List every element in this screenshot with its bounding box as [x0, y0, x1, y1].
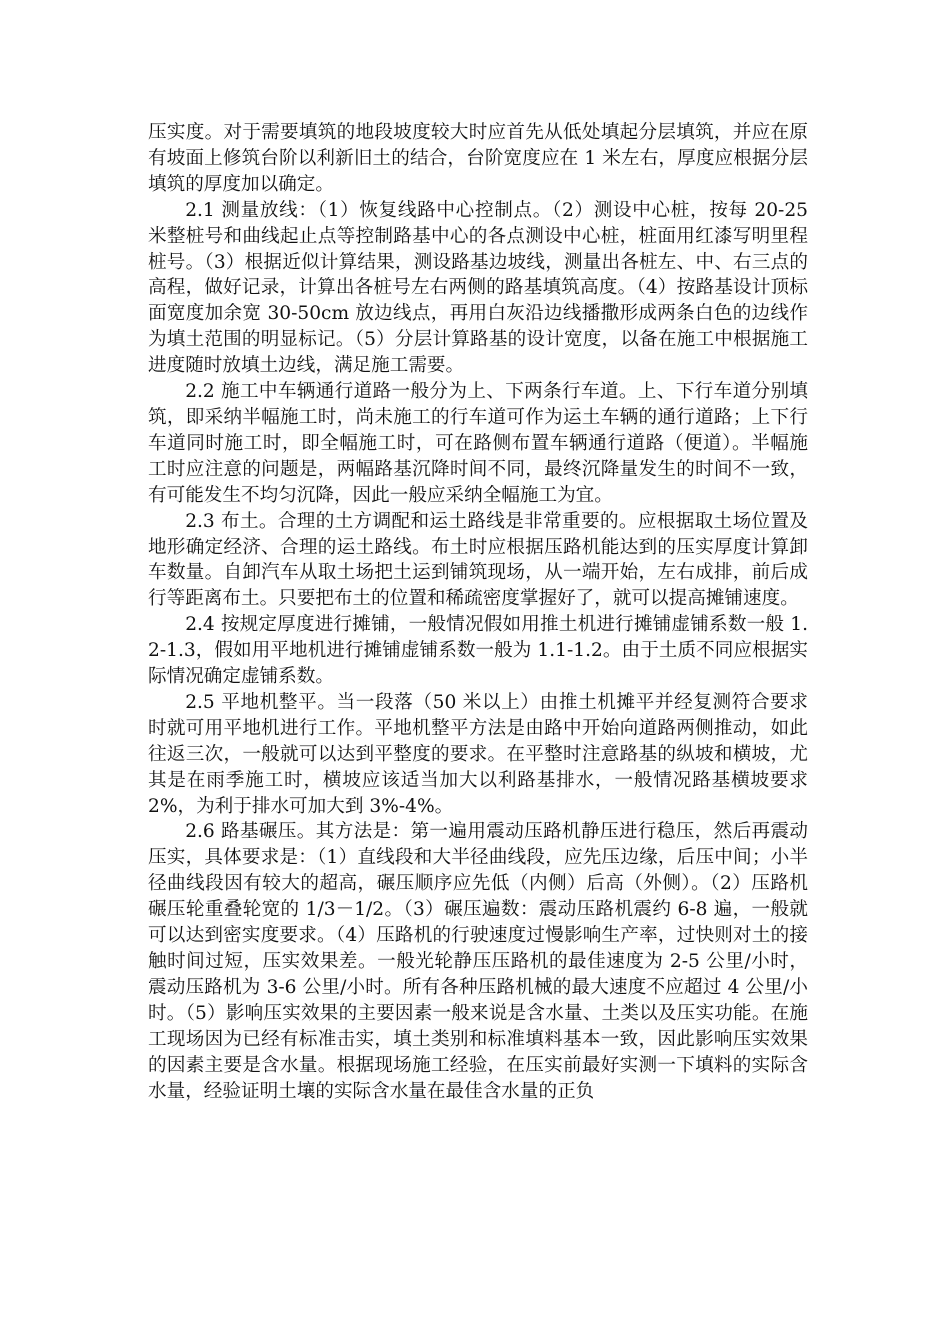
paragraph-2-4-spreading: 2.4 按规定厚度进行摊铺，一般情况假如用推土机进行摊铺虚铺系数一般 1.2-1.3，假如用平地机进行摊铺虚铺系数一般为 1.1-1.2。由于土质不同应根据实际情况确定虚铺系数。	[148, 614, 808, 688]
paragraph-2-3-soil-distribution: 2.3 布土。合理的土方调配和运土路线是非常重要的。应根据取土场位置及地形确定经济、合理的运土路线。布土时应根据压路机能达到的压实厚度计算卸车数量。自卸汽车从取土场把土运到铺筑现场，从一端开始，左右成排，前后成行等距离布土。只要把布土的位置和稀疏密度掌握好了，就可以提高摊铺速度。	[148, 510, 808, 610]
paragraph-continuation: 压实度。对于需要填筑的地段坡度较大时应首先从低处填起分层填筑，并应在原有坡面上修筑台阶以利新旧土的结合，台阶宽度应在 1 米左右，厚度应根据分层填筑的厚度加以确定。	[148, 122, 808, 195]
paragraph-2-6-compaction: 2.6 路基碾压。其方法是：第一遍用震动压路机静压进行稳压，然后再震动压实，具体要求是：（1）直线段和大半径曲线段，应先压边缘，后压中间；小半径曲线段因有较大的超高，碾压顺序应先低（内侧）后高（外侧）。（2）压路机碾压轮重叠轮宽的 1/3－1/2。（3）碾压遍数：震动压路机震约 6-8 遍，一般就可以达到密实度要求。（4）压路机的行驶速度过慢影响生产率，过快则对土的接触时间过短，压实效果差。一般光轮静压压路机的最佳速度为 2-5 公里/小时，震动压路机为 3-6 公里/小时。所有各种压路机械的最大速度不应超过 4 公里/小时。（5）影响压实效果的主要因素一般来说是含水量、土类以及压实功能。在施工现场因为已经有标准击实，填土类别和标准填料基本一致，因此影响压实效果的因素主要是含水量。根据现场施工经验，在压实前最好实测一下填料的实际含水量，经验证明土壤的实际含水量在最佳含水量的正负	[148, 821, 808, 1102]
document-body	[148, 120, 808, 1104]
paragraph-2-2-vehicle-roads: 2.2 施工中车辆通行道路一般分为上、下两条行车道。上、下行车道分别填筑，即采纳半幅施工时，尚未施工的行车道可作为运土车辆的通行道路；上下行车道同时施工时，即全幅施工时，可在路侧布置车辆通行道路（便道）。半幅施工时应注意的问题是，两幅路基沉降时间不同，最终沉降量发生的时间不一致，有可能发生不均匀沉降，因此一般应采纳全幅施工为宜。	[148, 381, 808, 506]
paragraph-2-1-survey-layout: 2.1 测量放线：（1）恢复线路中心控制点。（2）测设中心桩，按每 20-25 米整桩号和曲线起止点等控制路基中心的各点测设中心桩，桩面用红漆写明里程桩号。（3）根据近似计算结果，测设路基边坡线，测量出各桩左、中、右三点的高程，做好记录，计算出各桩号左右两侧的路基填筑高度。（4）按路基设计顶标面宽度加余宽 30-50cm 放边线点，再用白灰沿边线播撒形成两条白色的边线作为填土范围的明显标记。（5）分层计算路基的设计宽度，以备在施工中根据施工进度随时放填土边线，满足施工需要。	[148, 199, 808, 377]
paragraph-2-5-grading: 2.5 平地机整平。当一段落（50 米以上）由推土机摊平并经复测符合要求时就可用平地机进行工作。平地机整平方法是由路中开始向道路两侧推动，如此往返三次，一般就可以达到平整度的要求。在平整时注意路基的纵坡和横坡，尤其是在雨季施工时，横坡应该适当加大以利路基排水，一般情况路基横坡要求 2%，为利于排水可加大到 3%-4%。	[148, 691, 808, 817]
